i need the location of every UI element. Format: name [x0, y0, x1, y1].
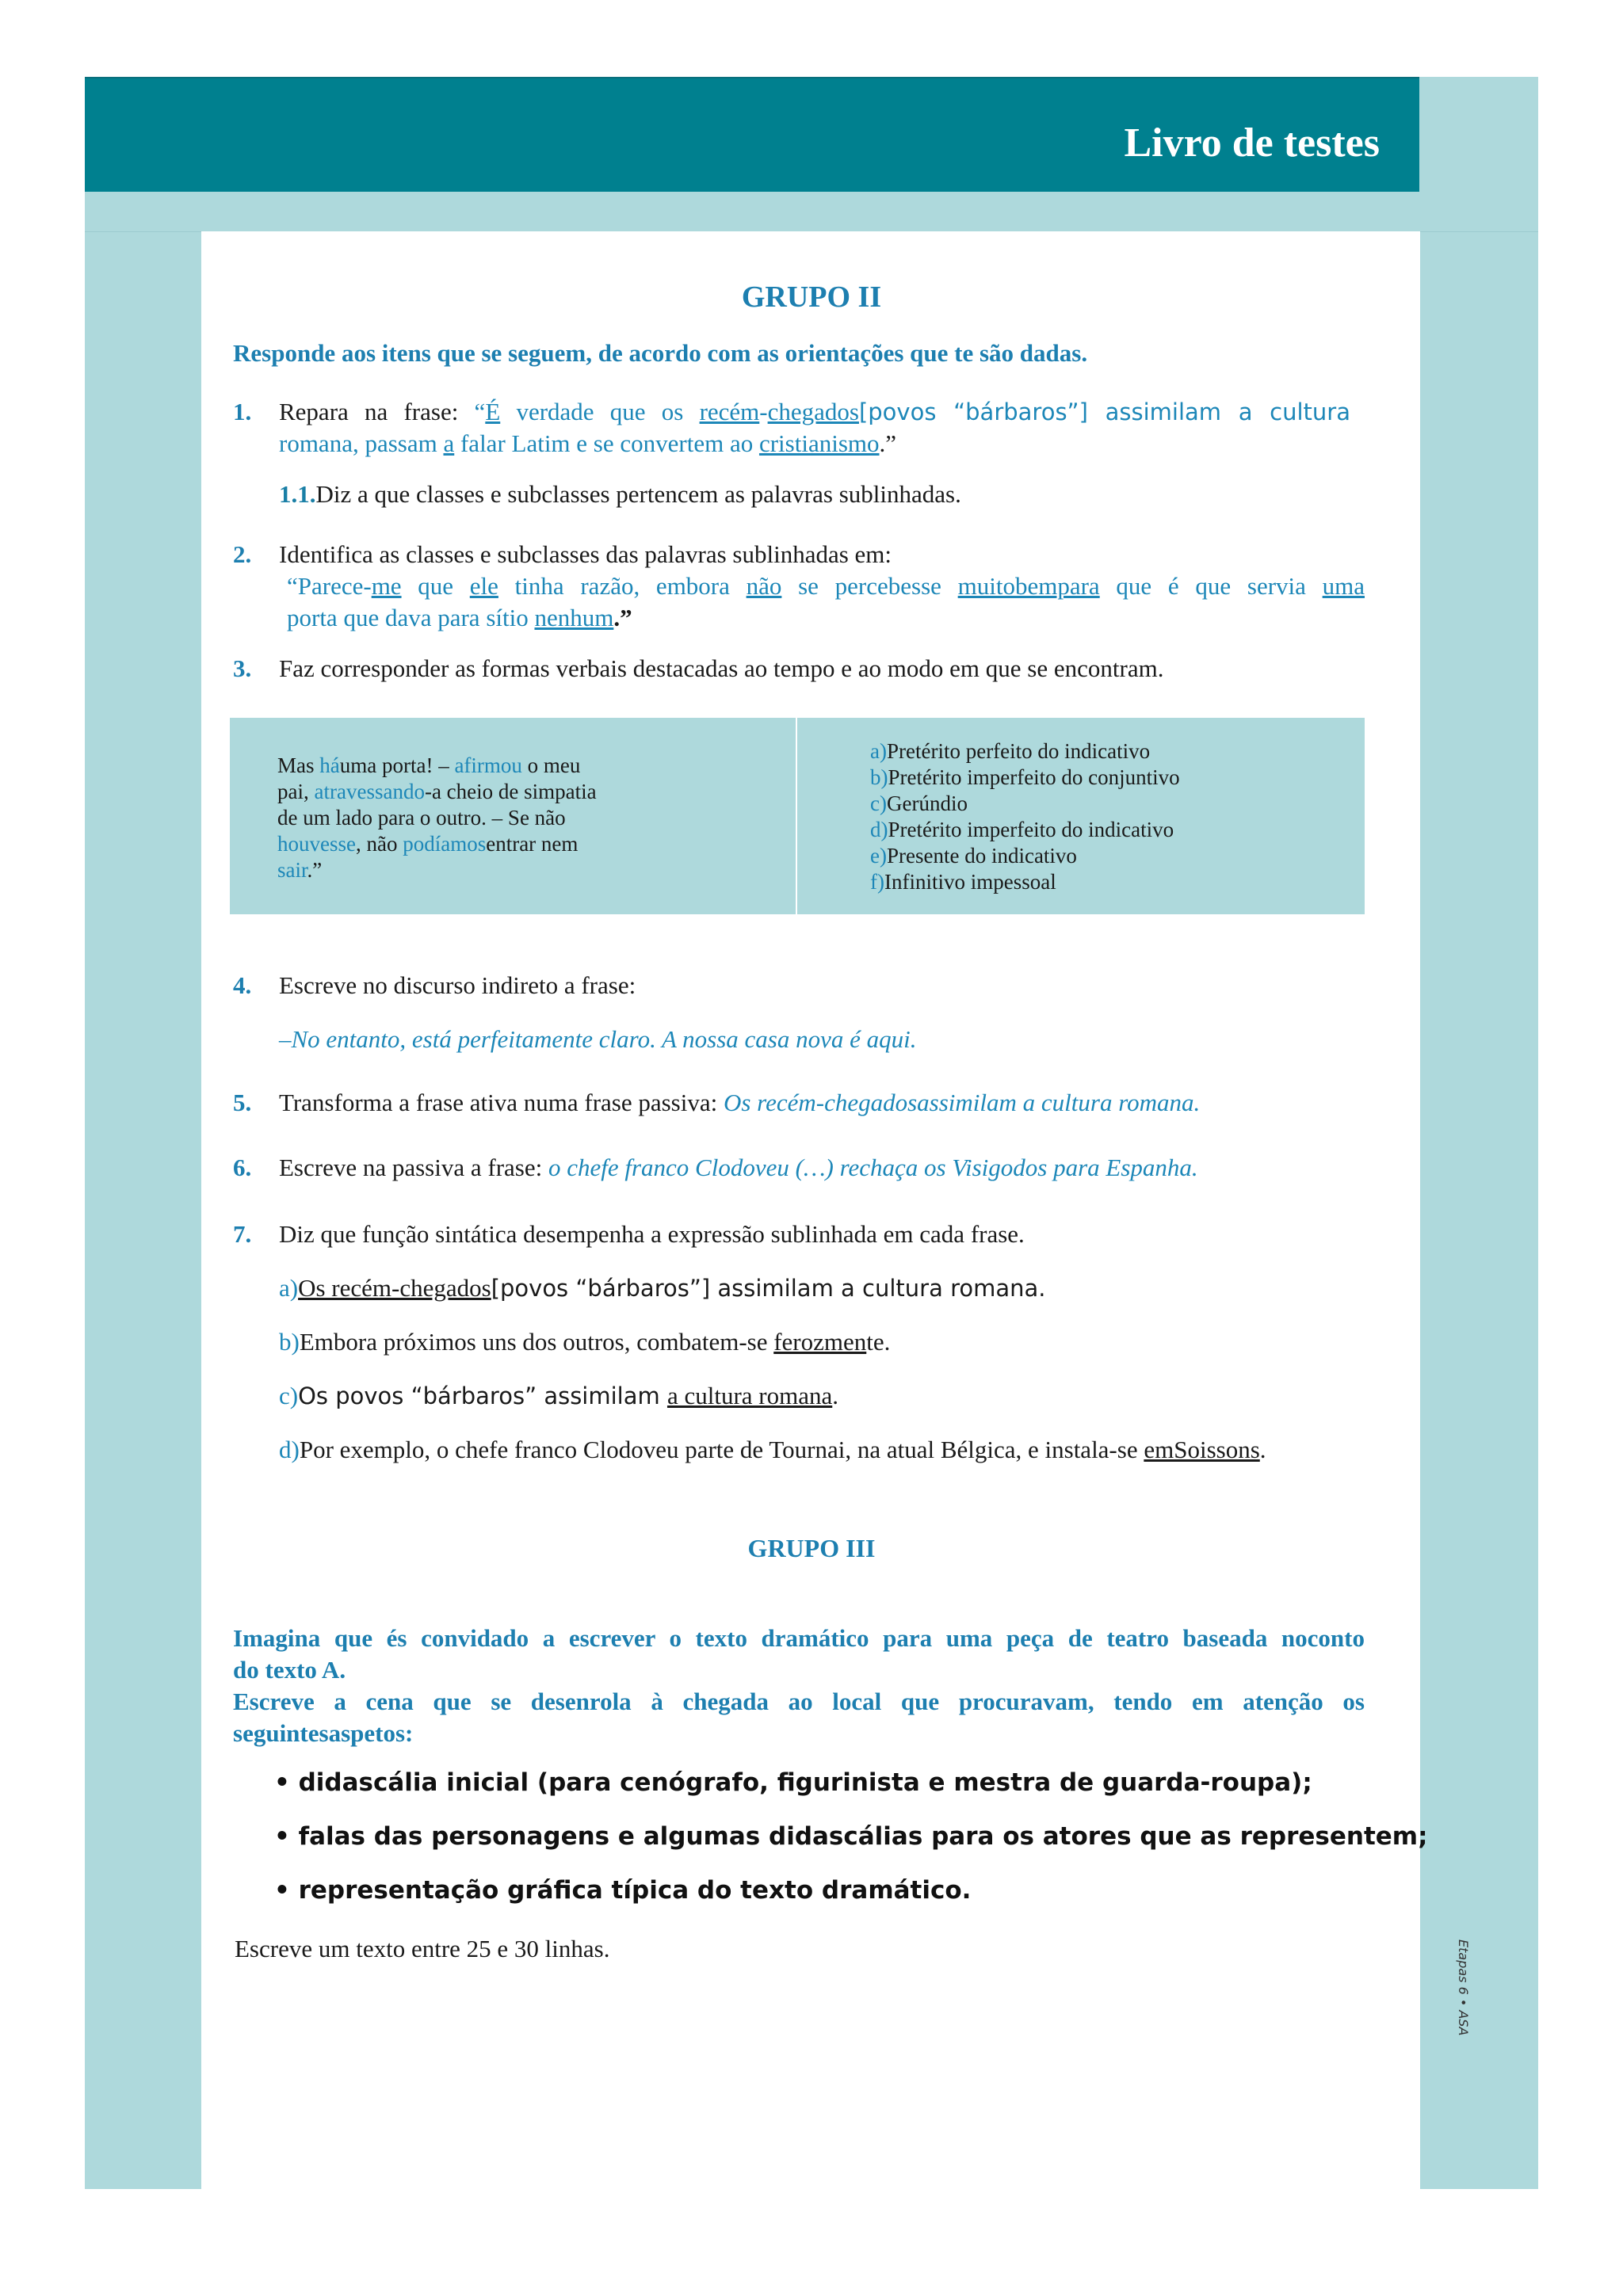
q2-quote-line2: porta que dava para sítio nenhum.” — [287, 604, 632, 631]
table-divider — [796, 718, 797, 914]
grupo3-instruction-line3: Escreve a cena que se desenrola à chegada ao local que procuravam, tendo em atenção os — [233, 1688, 1365, 1715]
grupo3-instruction-line4: seguintesaspetos: — [233, 1719, 414, 1747]
closing-instruction: Escreve um texto entre 25 e 30 linhas. — [235, 1935, 610, 1962]
publisher-side-label: Etapas 6 • ASA — [1456, 1939, 1471, 2036]
q7-text: Diz que função sintática desempenha a expressão sublinhada em cada frase. — [279, 1220, 1025, 1248]
option-d: d)Pretérito imperfeito do indicativo — [870, 818, 1174, 841]
grupo2-instruction: Responde aos itens que se seguem, de acordo com as orientações que te são dadas. — [233, 339, 1088, 367]
q7-item-d: d)Por exemplo, o chefe franco Clodoveu parte de Tournai, na atual Bélgica, e instala-se emSoissons. — [279, 1436, 1266, 1463]
q7-number: 7. — [233, 1220, 252, 1248]
grupo3-instruction-line2: do texto A. — [233, 1656, 346, 1684]
q3-text: Faz corresponder as formas verbais destacadas ao tempo e ao modo em que se encontram. — [279, 654, 1164, 682]
grupo3-title: GRUPO III — [747, 1534, 876, 1562]
header-bar — [85, 77, 1419, 193]
underlined-word: a — [443, 429, 455, 457]
bullet-item: • representação gráfica típica do texto dramático. — [274, 1876, 972, 1905]
q4-number: 4. — [233, 971, 252, 999]
q7-item-b: b)Embora próximos uns dos outros, combatem-se ferozmente. — [279, 1328, 891, 1356]
q7-item-a: a)Os recém-chegados[povos “bárbaros”] assimilam a cultura romana. — [279, 1274, 1046, 1302]
q5-number: 5. — [233, 1089, 252, 1116]
q4-text: Escreve no discurso indireto a frase: — [279, 971, 636, 999]
q5-text: Transforma a frase ativa numa frase passiva: Os recém-chegadosassimilam a cultura romana. — [279, 1089, 1201, 1116]
q1-number: 1. — [233, 398, 252, 425]
underlined-word: cristianismo — [758, 429, 880, 457]
option-e: e)Presente do indicativo — [870, 844, 1077, 868]
option-b: b)Pretérito imperfeito do conjuntivo — [870, 765, 1180, 789]
header-title: Livro de testes — [1124, 120, 1380, 166]
underlined-word: recém — [699, 398, 760, 425]
q7-item-c: c)Os povos “bárbaros” assimilam a cultura romana. — [279, 1382, 838, 1409]
header-strip — [85, 192, 1538, 232]
q1-1-subquestion: 1.1.Diz a que classes e subclasses pertencem as palavras sublinhadas. — [279, 480, 961, 508]
underlined-word: chegados — [767, 398, 859, 425]
table-right-options — [870, 738, 1180, 895]
option-f: f)Infinitivo impessoal — [870, 870, 1056, 894]
bullet-item: • falas das personagens e algumas didascálias para os atores que as representem; — [274, 1822, 1428, 1851]
q2-number: 2. — [233, 540, 252, 568]
q2-text: Identifica as classes e subclasses das palavras sublinhadas em: — [279, 540, 892, 568]
q1-line1: Repara na frase: “É verdade que os recém-chegados[povos “bárbaros”] assimilam a cultura — [279, 398, 1350, 425]
q1-line2: romana, passam a falar Latim e se convertem ao cristianismo.” — [279, 429, 897, 457]
q6-number: 6. — [233, 1154, 252, 1181]
q4-quote: –No entanto, está perfeitamente claro. A nossa casa nova é aqui. — [279, 1025, 917, 1053]
q3-number: 3. — [233, 654, 252, 682]
grupo2-title: GRUPO II — [741, 280, 882, 314]
option-a: a)Pretérito perfeito do indicativo — [870, 739, 1151, 763]
q2-quote-line1: “Parece-me que ele tinha razão, embora não se percebesse muitobempara que é que servia uma — [287, 572, 1365, 600]
option-c: c)Gerúndio — [870, 791, 968, 815]
table-left-quote: Mas háuma porta! – afirmou o meu pai, atravessando-a cheio de simpatia de um lado para o outro. – Se não houvesse, não podíamosentrar nem sair.” — [277, 753, 597, 882]
grupo3-instruction-line1: Imagina que és convidado a escrever o texto dramático para uma peça de teatro baseada noconto — [233, 1624, 1365, 1652]
q6-text: Escreve na passiva a frase: o chefe franco Clodoveu (…) rechaça os Visigodos para Espanha. — [279, 1154, 1198, 1181]
bullet-item: • didascália inicial (para cenógrafo, figurinista e mestra de guarda-roupa); — [274, 1768, 1312, 1797]
underlined-word: É — [485, 398, 501, 425]
